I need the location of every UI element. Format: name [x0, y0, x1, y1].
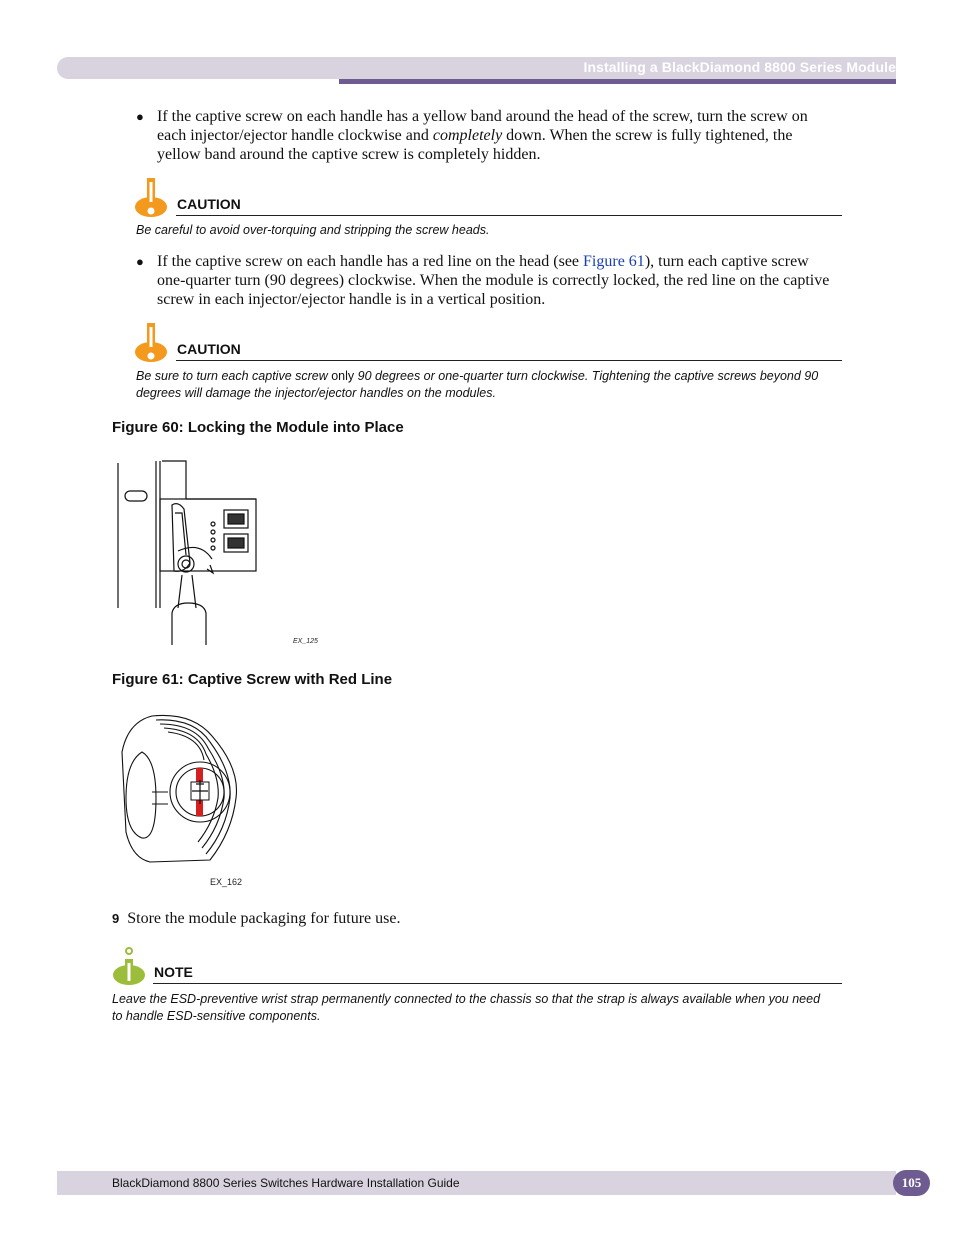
module-locking-illustration — [112, 455, 332, 645]
bullet-emphasis: completely — [432, 127, 503, 144]
bullet-text: If the captive screw on each handle has a red line on the head (see — [157, 253, 584, 270]
page-number: 105 — [893, 1170, 930, 1196]
header-rule — [339, 79, 896, 84]
figure-61-link[interactable]: Figure 61 — [583, 253, 645, 270]
footer-title: BlackDiamond 8800 Series Switches Hardware Installation Guide — [112, 1176, 460, 1190]
caution-icon — [134, 323, 168, 363]
caution-text: Be sure to turn each captive screw only 90 degrees or one-quarter turn clockwise. Tightening the captive screws beyond 90 degrees will damage the injector/ejector handles on the modules. — [136, 369, 819, 400]
caution-rule — [176, 215, 842, 216]
step-number: 9 — [112, 911, 120, 926]
bullet-dot-icon: ● — [136, 254, 144, 269]
bullet-dot-icon: ● — [136, 109, 144, 124]
caution-icon — [134, 178, 168, 218]
captive-screw-illustration — [112, 712, 252, 887]
caution-text: Be careful to avoid over-torquing and stripping the screw heads. — [136, 223, 490, 237]
running-header-title: Installing a BlackDiamond 8800 Series Module — [583, 59, 896, 75]
step-text: Store the module packaging for future use. — [127, 910, 401, 927]
note-text: Leave the ESD-preventive wrist strap permanently connected to the chassis so that the strap is always available when you need to handle ESD-sensitive components. — [112, 992, 821, 1023]
bullet-text: If the captive screw on each handle has a yellow band around the head of the screw, turn the screw on each injector/ejector handle clockwise and — [157, 108, 808, 144]
caution-heading: CAUTION — [177, 196, 241, 212]
caution-rule — [176, 360, 842, 361]
note-icon — [112, 945, 146, 987]
bullet-item — [136, 252, 836, 309]
bullet-text: down. When the screw is fully tightened, the yellow band around the captive screw is completely hidden. — [157, 127, 793, 163]
procedure-step — [112, 910, 400, 928]
caution-heading: CAUTION — [177, 341, 241, 357]
bullet-item — [136, 107, 836, 164]
figure-61-caption: Figure 61: Captive Screw with Red Line — [112, 671, 393, 688]
figure-60-caption: Figure 60: Locking the Module into Place — [112, 419, 404, 436]
note-rule — [153, 983, 842, 984]
note-heading: NOTE — [154, 964, 193, 980]
figure-label: EX_162 — [210, 877, 243, 887]
bullet-text: ), turn each captive screw one-quarter turn (90 degrees) clockwise. When the module is correctly locked, the red line on the captive screw in each injector/ejector handle is in a vertical position. — [157, 253, 830, 308]
figure-label: EX_125 — [293, 638, 318, 645]
